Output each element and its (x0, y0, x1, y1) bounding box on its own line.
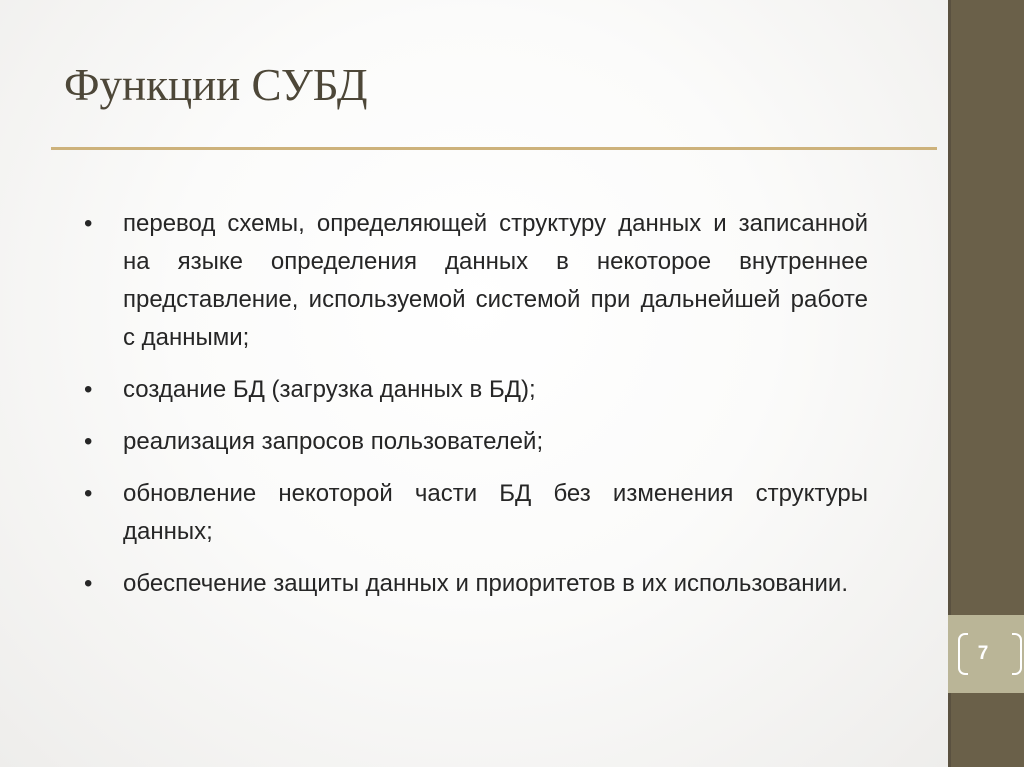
bullet-marker: • (84, 428, 93, 455)
page-bracket-right (1012, 633, 1022, 675)
bullet-marker: • (84, 480, 93, 507)
bullet-text: обновление некоторой части БД без изменения структуры данных; (123, 480, 868, 545)
bullet-marker: • (84, 570, 93, 597)
bullet-marker: • (84, 210, 93, 237)
bullet-text: создание БД (загрузка данных в БД); (123, 376, 536, 403)
title-divider (51, 147, 937, 150)
bullet-item (84, 205, 868, 357)
bullet-text: реализация запросов пользователей; (123, 428, 544, 455)
bullet-marker: • (84, 376, 93, 403)
page-number: 7 (977, 643, 989, 664)
page-bracket-left (958, 633, 968, 675)
bullet-list (84, 205, 868, 617)
bullet-item (84, 475, 868, 551)
bullet-text: обеспечение защиты данных и приоритетов в их использовании. (123, 570, 848, 597)
bullet-text: перевод схемы, определяющей структуру данных и записанной на языке определения данных в некоторое внутреннее представление, используемой системой при дальнейшей работе с данными; (123, 210, 868, 351)
bullet-item (84, 565, 868, 603)
slide-title: Функции СУБД (64, 60, 368, 110)
bullet-item (84, 371, 868, 409)
bullet-item (84, 423, 868, 461)
